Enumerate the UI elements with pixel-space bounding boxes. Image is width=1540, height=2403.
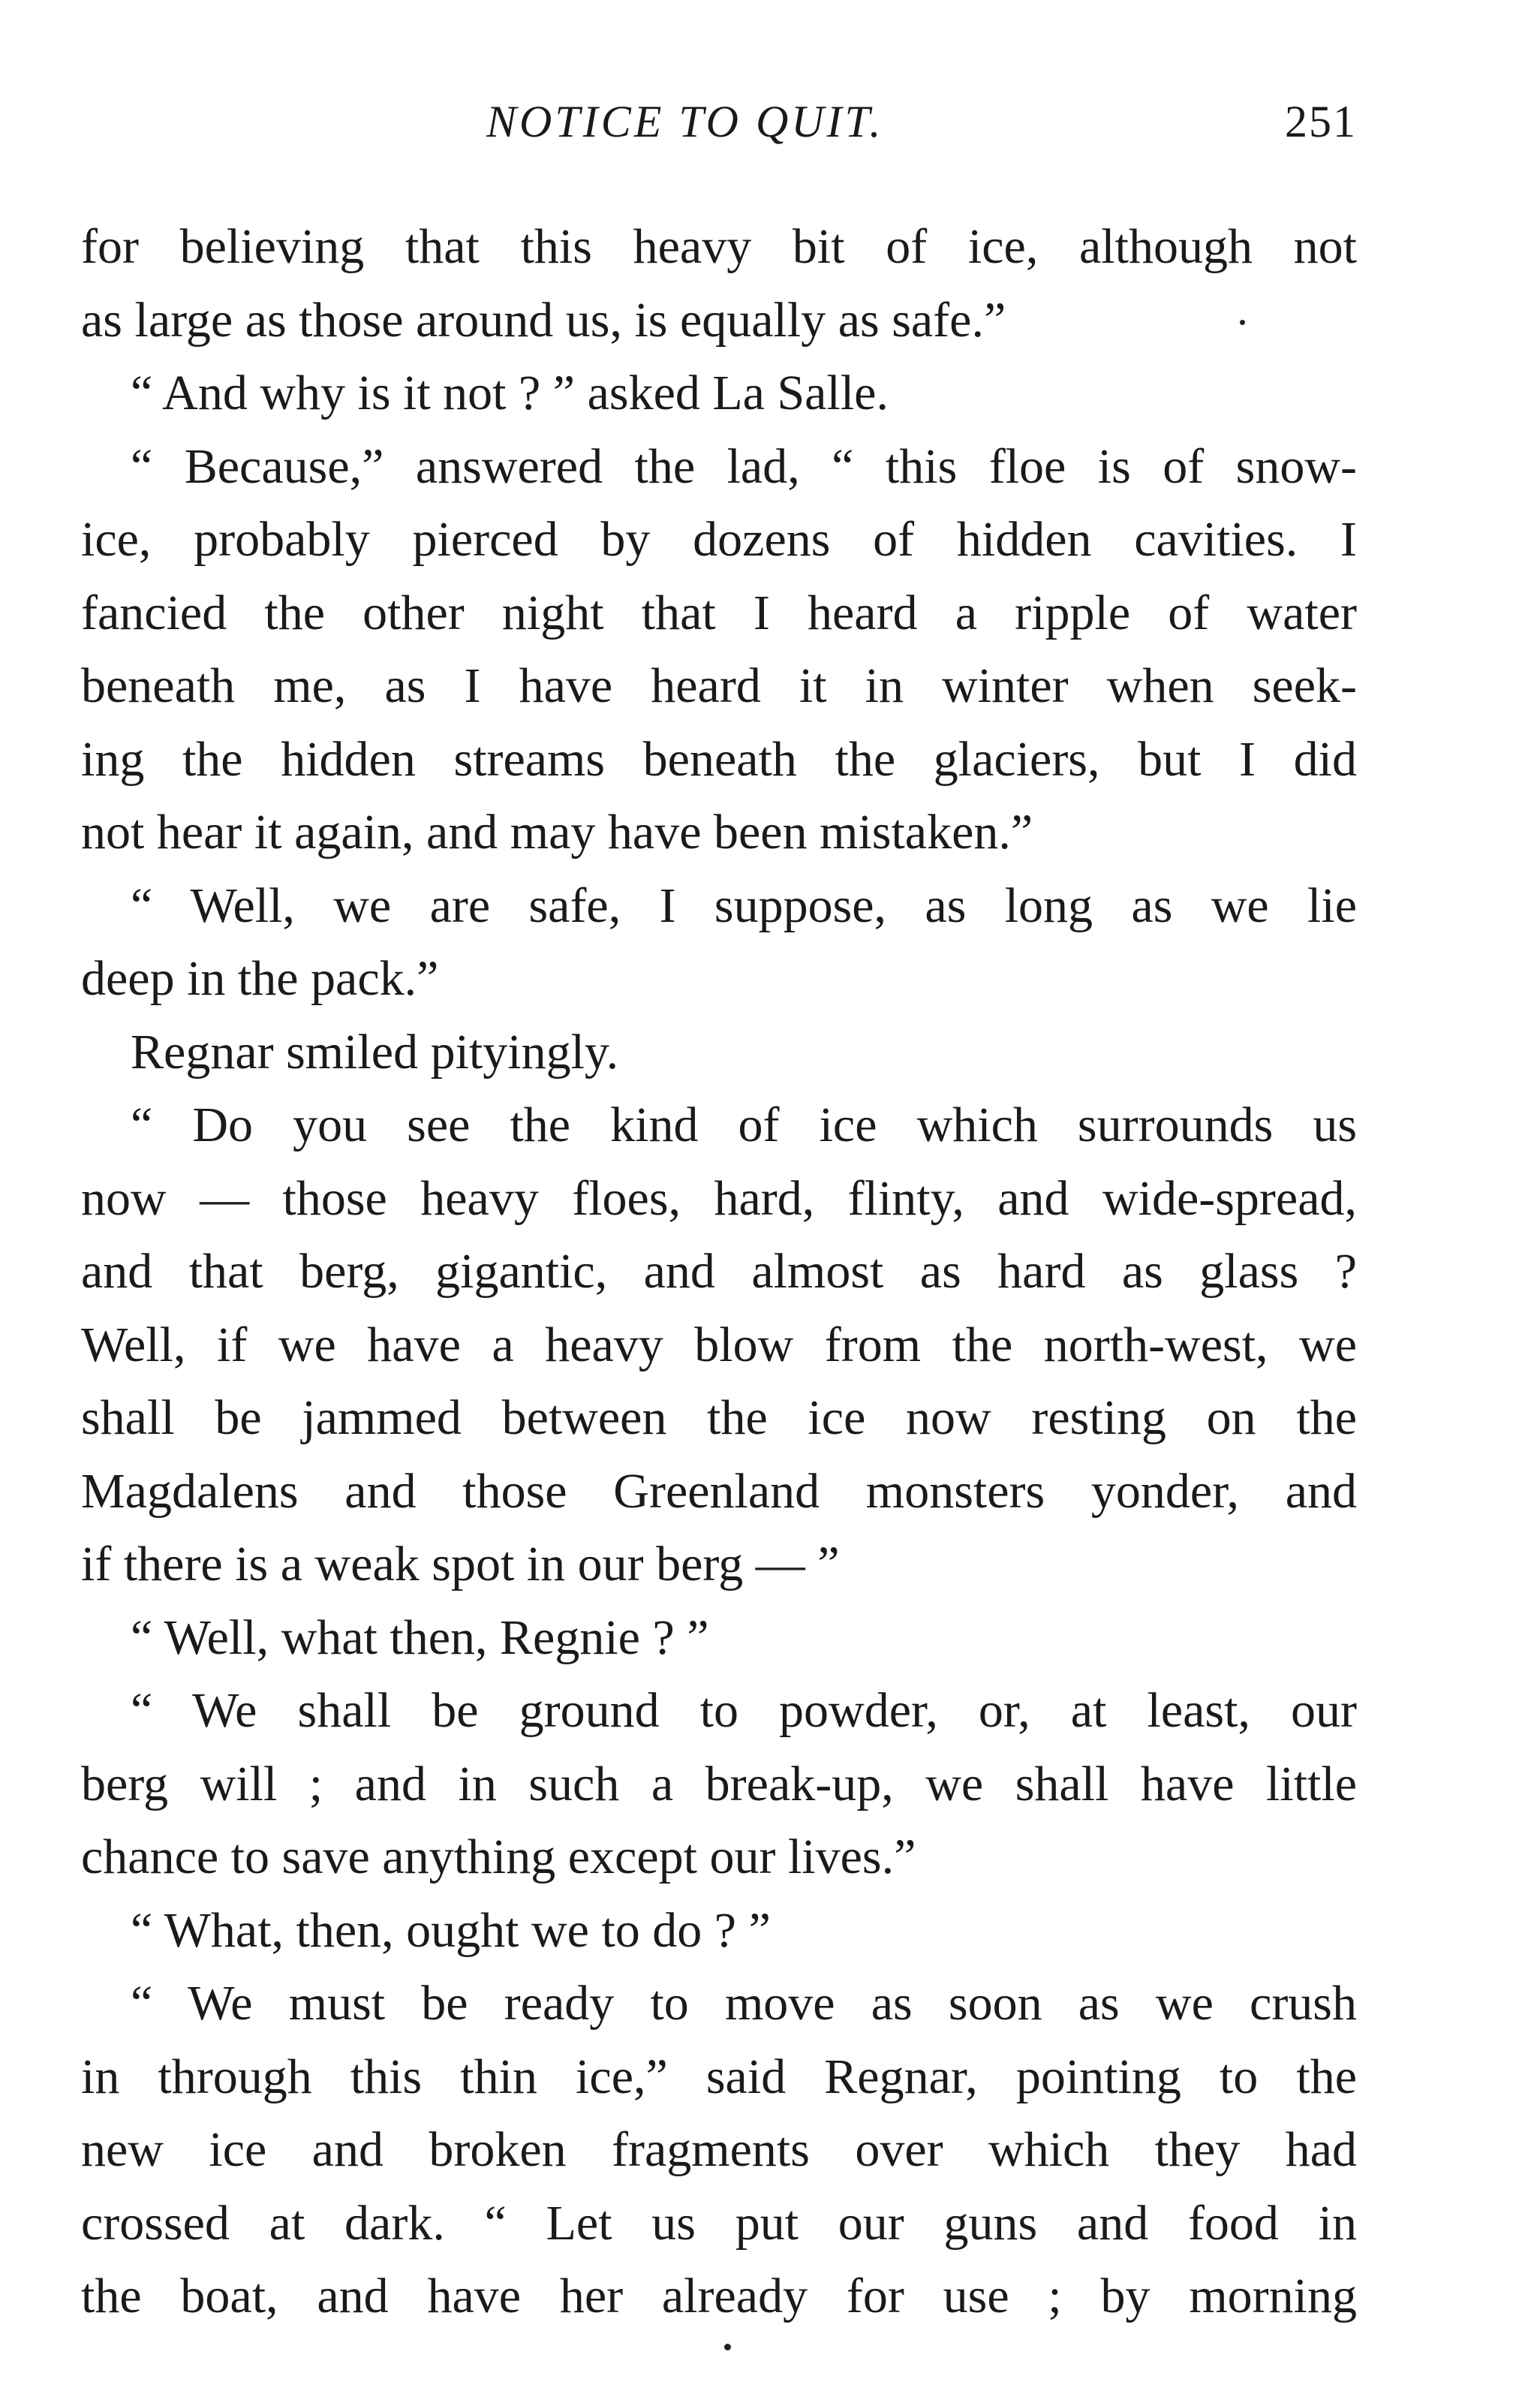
text-line: as large as those around us, is equally as safe.” <box>81 292 1006 348</box>
text-line: “ Well, we are safe, I suppose, as long as we lie <box>131 878 1357 933</box>
text-line: chance to save anything except our lives.” <box>81 1829 916 1884</box>
text-line: ing the hidden streams beneath the glaciers, but I did <box>81 731 1357 787</box>
text-line: ice, probably pierced by dozens of hidden cavities. I <box>81 512 1357 567</box>
text-line: beneath me, as I have heard it in winter when seek- <box>81 658 1357 713</box>
page-number: 251 <box>1285 97 1357 146</box>
print-speck <box>1240 320 1245 325</box>
text-line: “ And why is it not ? ” asked La Salle. <box>131 366 889 420</box>
text-line: deep in the pack.” <box>81 951 439 1006</box>
text-line: “ We shall be ground to powder, or, at least, our <box>131 1683 1357 1738</box>
text-line: berg will ; and in such a break-up, we shall have little <box>81 1756 1357 1811</box>
text-line: “ We must be ready to move as soon as we crush <box>131 1976 1357 2031</box>
text-line: “ Because,” answered the lad, “ this floe is of snow- <box>131 438 1357 494</box>
text-line: now — those heavy floes, hard, flinty, and wide-spread, <box>81 1170 1357 1226</box>
running-title: NOTICE TO QUIT. <box>486 97 884 146</box>
text-line: Magdalens and those Greenland monsters yonder, and <box>81 1463 1357 1519</box>
text-line: the boat, and have her already for use ; by morning <box>81 2269 1357 2323</box>
running-head <box>81 96 1357 156</box>
text-line: new ice and broken fragments over which they had <box>81 2122 1357 2177</box>
text-line: crossed at dark. “ Let us put our guns and food in <box>81 2195 1357 2251</box>
print-speck <box>724 2344 731 2350</box>
text-line: for believing that this heavy bit of ice, although not <box>81 219 1357 274</box>
text-line: Regnar smiled pityingly. <box>131 1024 619 1080</box>
text-line: “ Well, what then, Regnie ? ” <box>131 1610 709 1665</box>
text-line: “ What, then, ought we to do ? ” <box>131 1902 771 1958</box>
text-line: and that berg, gigantic, and almost as hard as glass ? <box>81 1244 1357 1299</box>
text-line: Well, if we have a heavy blow from the north-west, we <box>81 1317 1357 1372</box>
text-line: fancied the other night that I heard a ripple of water <box>81 585 1357 640</box>
text-line: “ Do you see the kind of ice which surrounds us <box>131 1098 1357 1152</box>
text-line: not hear it again, and may have been mistaken.” <box>81 805 1033 860</box>
body-text <box>81 210 1357 2333</box>
text-line: shall be jammed between the ice now resting on the <box>81 1390 1357 1445</box>
text-line: in through this thin ice,” said Regnar, pointing to the <box>81 2049 1357 2104</box>
text-line: if there is a weak spot in our berg — ” <box>81 1537 840 1591</box>
